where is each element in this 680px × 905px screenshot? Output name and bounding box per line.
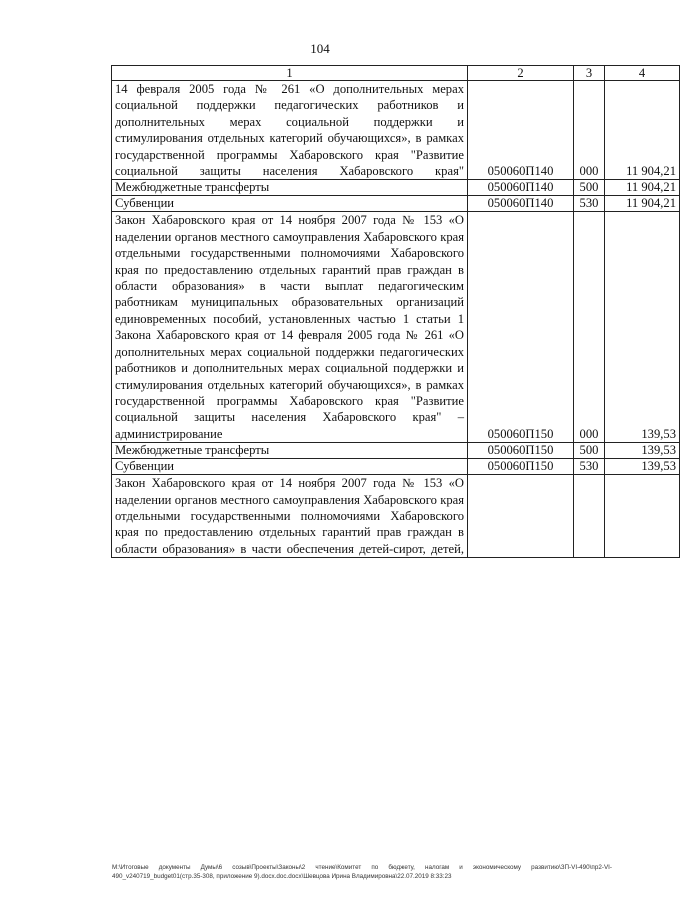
row-description: Межбюджетные трансферты	[112, 443, 468, 459]
row-target-code: 050060П150	[468, 443, 574, 459]
row-target-code: 050060П140	[468, 196, 574, 212]
table-header-row	[112, 66, 680, 81]
table-row	[112, 459, 680, 475]
row-amount: 139,53	[605, 212, 680, 443]
row-description: Субвенции	[112, 459, 468, 475]
row-target-code: 050060П140	[468, 81, 574, 180]
column-header-2: 2	[468, 66, 574, 81]
column-header-4: 4	[605, 66, 680, 81]
row-amount: 11 904,21	[605, 81, 680, 180]
row-description: Межбюджетные трансферты	[112, 180, 468, 196]
row-amount: 139,53	[605, 443, 680, 459]
row-amount: 11 904,21	[605, 196, 680, 212]
budget-table	[111, 65, 680, 558]
page-number: 104	[310, 41, 330, 56]
row-amount: 139,53	[605, 459, 680, 475]
document-path-footer: M:\Итоговые документы Думы\6 созыв\Проекты\Законы\2 чтение\Комитет по бюджету, налогам и экономическому развитию\ЗП-VI-490\пр2-VI-490_v240719_budget01(стр.35-308, приложение 9).docx.doc.docx\Шевцова Ирина Владимировна\22.07.2019 8:33:23	[112, 864, 612, 880]
table-row	[112, 180, 680, 196]
row-expense-type: 000	[574, 81, 605, 180]
row-expense-type: 500	[574, 180, 605, 196]
row-expense-type: 500	[574, 443, 605, 459]
row-expense-type: 000	[574, 212, 605, 443]
row-expense-type: 530	[574, 196, 605, 212]
row-target-code: 050060П150	[468, 212, 574, 443]
row-expense-type	[574, 475, 605, 558]
row-amount: 11 904,21	[605, 180, 680, 196]
row-description: Субвенции	[112, 196, 468, 212]
row-description-cell	[112, 475, 468, 558]
row-description-cell	[112, 212, 468, 443]
column-header-3: 3	[574, 66, 605, 81]
row-description: Закон Хабаровского края от 14 ноября 2007 года № 153 «О наделении органов местного самоуправления Хабаровского края отдельными государственными полномочиями Хабаровского края по предоставлению отдельных гарантий прав граждан в области образования» в части выплат педагогическим работникам муниципальных образовательных организаций единовременных пособий, установленных частью 1 статьи 1 Закона Хабаровского края от 14 февраля 2005 года № 261 «О дополнительных мерах социальной поддержки педагогических работников и дополнительных мерах социальной поддержки и стимулирования отдельных категорий обучающихся», в рамках государственной программы Хабаровского края "Развитие социальной защиты населения Хабаровского края" – администрирование	[115, 213, 464, 441]
column-header-1: 1	[112, 66, 468, 81]
table-row	[112, 196, 680, 212]
table-row	[112, 443, 680, 459]
row-description-cell	[112, 81, 468, 180]
row-description: Закон Хабаровского края от 14 ноября 2007 года № 153 «О наделении органов местного самоуправления Хабаровского края отдельными государственными полномочиями Хабаровского края по предоставлению отдельных гарантий прав граждан в области образования» в части обеспечения детей-сирот, детей,	[115, 476, 464, 556]
row-target-code	[468, 475, 574, 558]
table-row	[112, 212, 680, 443]
row-target-code: 050060П150	[468, 459, 574, 475]
table-row	[112, 81, 680, 180]
row-description: 14 февраля 2005 года № 261 «О дополнительных мерах социальной поддержки педагогических работников и дополнительных мерах социальной поддержки и стимулирования отдельных категорий обучающихся», в рамках государственной программы Хабаровского края "Развитие социальной защиты населения Хабаровского края"	[115, 82, 464, 179]
row-amount	[605, 475, 680, 558]
table-row	[112, 475, 680, 558]
row-expense-type: 530	[574, 459, 605, 475]
row-target-code: 050060П140	[468, 180, 574, 196]
